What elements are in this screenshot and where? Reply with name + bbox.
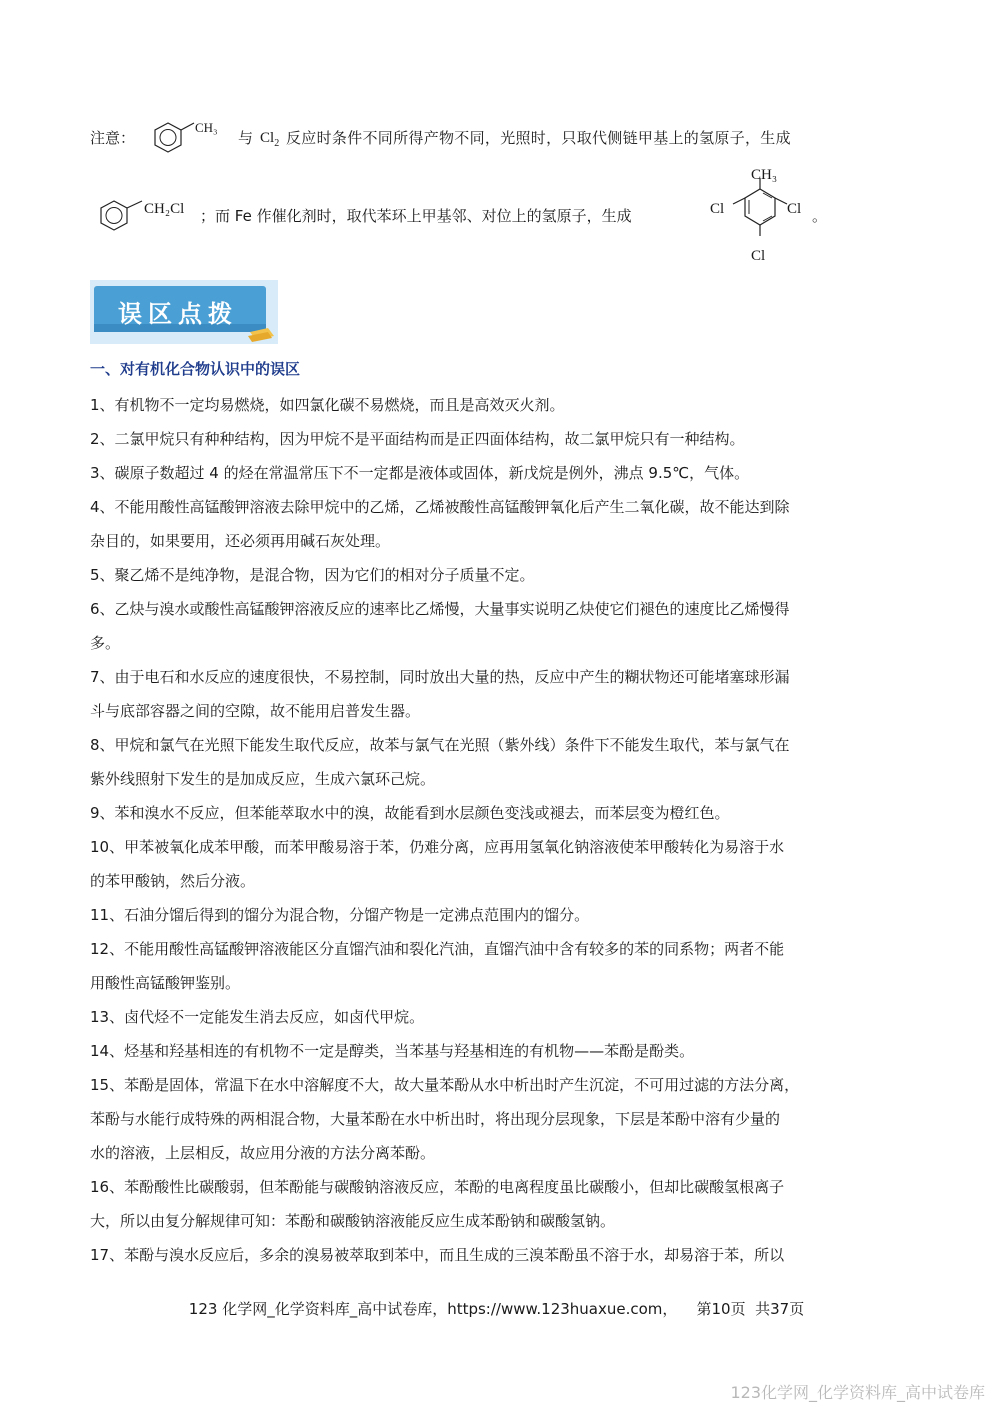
list-item: 11、石油分馏后得到的馏分为混合物，分馏产物是一定沸点范围内的馏分。 [90,906,590,924]
cl2-symbol: Cl [260,130,275,146]
product-cl-right-label: Cl [787,201,802,217]
list-item: 13、卤代烃不一定能发生消去反应，如卤代甲烷。 [90,1008,425,1026]
product-cl-left-label: Cl [710,201,725,217]
list-item: 7、由于电石和水反应的速度很快，不易控制，同时放出大量的热，反应中产生的糊状物还可能堵塞球形漏 [90,668,790,686]
toluene-ch3-label: CH₃ [195,120,218,135]
list-item-continuation: 水的溶液，上层相反，故应用分液的方法分离苯酚。 [90,1144,436,1162]
section-banner [90,280,278,340]
cl2-formula [260,128,279,154]
list-item: 1、有机物不一定均易燃烧，如四氯化碳不易燃烧，而且是高效灭火剂。 [90,396,565,414]
note-mid: 与 [238,129,254,147]
list-item: 6、乙炔与溴水或酸性高锰酸钾溶液反应的速率比乙烯慢，大量事实说明乙炔使它们褪色的速度比乙烯慢得 [90,600,790,618]
list-item-continuation: 紫外线照射下发生的是加成反应，生成六氯环己烷。 [90,770,436,788]
list-item: 16、苯酚酸性比碳酸弱，但苯酚能与碳酸钠溶液反应，苯酚的电离程度虽比碳酸小，但却比碳酸氢根离子 [90,1178,785,1196]
note-text-1: 反应时条件不同所得产物不同，光照时，只取代侧链甲基上的氢原子，生成 [286,129,791,147]
note-end: 。 [812,207,828,225]
list-item-continuation: 的苯甲酸钠，然后分液。 [90,872,256,890]
list-item: 9、苯和溴水不反应，但苯能萃取水中的溴，故能看到水层颜色变浅或褪去，而苯层变为橙红色。 [90,804,730,822]
list-item: 3、碳原子数超过 4 的烃在常温常压下不一定都是液体或固体，新戊烷是例外，沸点 9.5℃，气体。 [90,464,750,482]
list-item: 15、苯酚是固体，常温下在水中溶解度不大，故大量苯酚从水中析出时产生沉淀，不可用过滤的方法分离， [90,1076,800,1094]
benzyl-chloride-structure [90,196,150,236]
list-item-continuation: 斗与底部容器之间的空隙，故不能用启普发生器。 [90,702,421,720]
watermark: 123化学网_化学资料库_高中试卷库 [730,1383,985,1402]
section-title: 一、对有机化合物认识中的误区 [90,360,301,378]
list-item: 5、聚乙烯不是纯净物，是混合物，因为它们的相对分子质量不定。 [90,566,535,584]
list-item: 2、二氯甲烷只有种种结构，因为甲烷不是平面结构而是正四面体结构，故二氯甲烷只有一种结构。 [90,430,745,448]
note-prefix: 注意： [90,129,136,147]
list-item-continuation: 多。 [90,634,121,652]
note-text-2: ；而 Fe 作催化剂时，取代苯环上甲基邻、对位上的氢原子，生成 [200,207,632,225]
ch2cl-label: CH₂Cl [144,201,185,217]
list-item: 14、烃基和羟基相连的有机物不一定是醇类，当苯基与羟基相连的有机物——苯酚是酚类。 [90,1042,695,1060]
list-item: 17、苯酚与溴水反应后，多余的溴易被萃取到苯中，而且生成的三溴苯酚虽不溶于水，却易溶于苯，所以 [90,1246,785,1264]
list-item: 8、甲烷和氯气在光照下能发生取代反应，故苯与氯气在光照（紫外线）条件下不能发生取代，苯与氯气在 [90,736,790,754]
list-item: 12、不能用酸性高锰酸钾溶液能区分直馏汽油和裂化汽油，直馏汽油中含有较多的苯的同系物；两者不能 [90,940,785,958]
product-ch3-label: CH₃ [751,167,778,183]
page-footer: 123 化学网_化学资料库_高中试卷库，https://www.123huaxue.com， 第10页 共37页 [188,1300,805,1318]
list-item-continuation: 苯酚与水能行成特殊的两相混合物，大量苯酚在水中析出时，将出现分层现象，下层是苯酚中溶有少量的 [90,1110,781,1128]
list-item: 4、不能用酸性高锰酸钾溶液去除甲烷中的乙烯，乙烯被酸性高锰酸钾氧化后产生二氧化碳，故不能达到除 [90,498,790,516]
cl2-subscript: 2 [274,138,280,149]
list-item: 10、甲苯被氧化成苯甲酸，而苯甲酸易溶于苯，仍难分离，应再用氢氧化钠溶液使苯甲酸转化为易溶于水 [90,838,785,856]
list-item-continuation: 杂目的，如果要用，还必须再用碱石灰处理。 [90,532,391,550]
list-item-continuation: 用酸性高锰酸钾鉴别。 [90,974,241,992]
banner-label: 误区点拨 [118,300,238,328]
product-cl-bottom-label: Cl [751,248,766,264]
list-item-continuation: 大，所以由复分解规律可知：苯酚和碳酸钠溶液能反应生成苯酚钠和碳酸氢钠。 [90,1212,616,1230]
